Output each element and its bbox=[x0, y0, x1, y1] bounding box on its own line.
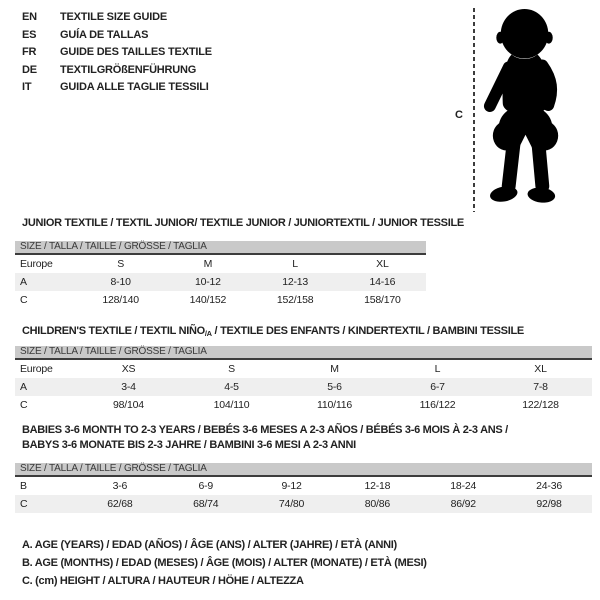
value-cell: 7-8 bbox=[533, 381, 548, 393]
value-cell: 86/92 bbox=[450, 498, 476, 510]
table-row-sizes bbox=[15, 255, 426, 273]
value-cell: 62/68 bbox=[107, 498, 133, 510]
value-cell: 10-12 bbox=[194, 276, 221, 288]
table-row-months bbox=[15, 477, 592, 495]
language-title: TEXTILGRÖßENFÜHRUNG bbox=[60, 63, 197, 76]
language-code: EN bbox=[22, 11, 37, 23]
language-code: IT bbox=[22, 81, 32, 93]
row-label: Europe bbox=[20, 258, 53, 270]
babies-size-table bbox=[15, 463, 592, 513]
value-cell: 6-9 bbox=[198, 480, 214, 492]
row-label: A bbox=[20, 381, 27, 393]
value-cell: 80/86 bbox=[364, 498, 391, 510]
value-cell: 3-4 bbox=[121, 381, 136, 393]
childrens-table-grid bbox=[15, 360, 592, 414]
table-row-height bbox=[15, 291, 426, 309]
language-list bbox=[22, 9, 212, 97]
title-text: / TEXTILE DES ENFANTS / KINDERTEXTIL / BAMBINI TESSILE bbox=[211, 325, 524, 337]
value-cell: 14-16 bbox=[369, 276, 396, 288]
language-title: TEXTILE SIZE GUIDE bbox=[60, 11, 168, 23]
babies-table-grid bbox=[15, 477, 592, 513]
baby-silhouette-icon bbox=[479, 6, 574, 208]
size-table-header-bar: SIZE / TALLA / TAILLE / GRÖSSE / TAGLIA bbox=[15, 463, 592, 477]
size-cell: L bbox=[434, 363, 441, 375]
title-subscript: /A bbox=[204, 329, 212, 338]
value-cell: 92/98 bbox=[536, 498, 562, 510]
title-line-2: BABYS 3-6 MONATE BIS 2-3 JAHRE / BAMBINI 3-6 MESI A 2-3 ANNI bbox=[22, 438, 356, 451]
note-age-years: A. AGE (YEARS) / EDAD (AÑOS) / ÂGE (ANS) / ALTER (JAHRE) / ETÀ (ANNI) bbox=[22, 539, 397, 551]
table-row-age bbox=[15, 378, 592, 396]
size-cell: S bbox=[228, 363, 235, 375]
language-code: DE bbox=[22, 63, 37, 76]
language-title: GUÍA DE TALLAS bbox=[60, 28, 149, 41]
table-row-height bbox=[15, 495, 592, 513]
value-cell: 9-12 bbox=[281, 480, 302, 492]
value-cell: 128/140 bbox=[102, 294, 139, 306]
size-cell: XL bbox=[534, 363, 547, 375]
note-age-months: B. AGE (MONTHS) / EDAD (MESES) / ÂGE (MOIS) / ALTER (MONATE) / ETÀ (MESI) bbox=[22, 557, 427, 569]
value-cell: 5-6 bbox=[327, 381, 342, 393]
row-label: C bbox=[20, 399, 28, 411]
value-cell: 104/110 bbox=[213, 399, 250, 411]
size-table-header-bar: SIZE / TALLA / TAILLE / GRÖSSE / TAGLIA bbox=[15, 346, 592, 360]
row-label: C bbox=[20, 294, 28, 306]
section-title-childrens bbox=[22, 324, 592, 340]
section-title-junior: JUNIOR TEXTILE / TEXTIL JUNIOR/ TEXTILE JUNIOR / JUNIORTEXTIL / JUNIOR TESSILE bbox=[22, 217, 464, 229]
title-line-1: BABIES 3-6 MONTH TO 2-3 YEARS / BEBÉS 3-6 MESES A 2-3 AÑOS / BÉBÉS 3-6 MOIS À 2-3 ANS / bbox=[22, 424, 508, 436]
size-cell: S bbox=[117, 258, 125, 270]
language-row-es bbox=[22, 27, 212, 45]
value-cell: 116/122 bbox=[419, 399, 456, 411]
table-row-age bbox=[15, 273, 426, 291]
value-cell: 6-7 bbox=[430, 381, 445, 393]
size-cell: L bbox=[292, 258, 298, 270]
language-title: GUIDA ALLE TAGLIE TESSILI bbox=[60, 81, 209, 93]
row-label: B bbox=[20, 480, 27, 492]
value-cell: 68/74 bbox=[193, 498, 219, 510]
junior-table-grid bbox=[15, 255, 426, 309]
value-cell: 140/152 bbox=[189, 294, 227, 306]
value-cell: 8-10 bbox=[110, 276, 131, 288]
value-cell: 3-6 bbox=[112, 480, 128, 492]
language-row-it bbox=[22, 79, 212, 97]
row-label: A bbox=[20, 276, 27, 288]
size-cell: M bbox=[330, 363, 339, 375]
junior-size-table bbox=[15, 241, 426, 309]
language-code: ES bbox=[22, 28, 37, 41]
title-text: CHILDREN'S TEXTILE / TEXTIL NIÑO bbox=[22, 325, 205, 337]
size-cell: XL bbox=[376, 258, 389, 270]
legend-notes bbox=[22, 536, 427, 590]
value-cell: 158/170 bbox=[364, 294, 401, 306]
value-cell: 12-13 bbox=[282, 276, 309, 288]
note-height-cm: C. (cm) HEIGHT / ALTURA / HAUTEUR / HÖHE / ALTEZZA bbox=[22, 575, 304, 587]
row-label: Europe bbox=[20, 363, 53, 375]
height-measure-label: C bbox=[455, 109, 463, 121]
size-cell: M bbox=[203, 258, 213, 270]
size-table-header-bar: SIZE / TALLA / TAILLE / GRÖSSE / TAGLIA bbox=[15, 241, 426, 255]
row-label: C bbox=[20, 498, 28, 510]
language-row-de bbox=[22, 62, 212, 80]
value-cell: 110/116 bbox=[317, 399, 352, 411]
table-row-height bbox=[15, 396, 592, 414]
language-code: FR bbox=[22, 46, 37, 58]
value-cell: 12-18 bbox=[364, 480, 391, 492]
size-cell: XS bbox=[121, 363, 136, 375]
value-cell: 4-5 bbox=[224, 381, 239, 393]
value-cell: 24-36 bbox=[536, 480, 562, 492]
value-cell: 152/158 bbox=[276, 294, 314, 306]
value-cell: 98/104 bbox=[113, 399, 144, 411]
value-cell: 18-24 bbox=[450, 480, 477, 492]
table-row-sizes bbox=[15, 360, 592, 378]
childrens-size-table bbox=[15, 346, 592, 414]
section-title-babies bbox=[22, 423, 592, 452]
value-cell: 122/128 bbox=[522, 399, 559, 411]
value-cell: 74/80 bbox=[278, 498, 305, 510]
language-row-en bbox=[22, 9, 212, 27]
language-title: GUIDE DES TAILLES TEXTILE bbox=[60, 46, 212, 58]
height-measure-dotted-line bbox=[473, 8, 475, 212]
language-row-fr bbox=[22, 44, 212, 62]
